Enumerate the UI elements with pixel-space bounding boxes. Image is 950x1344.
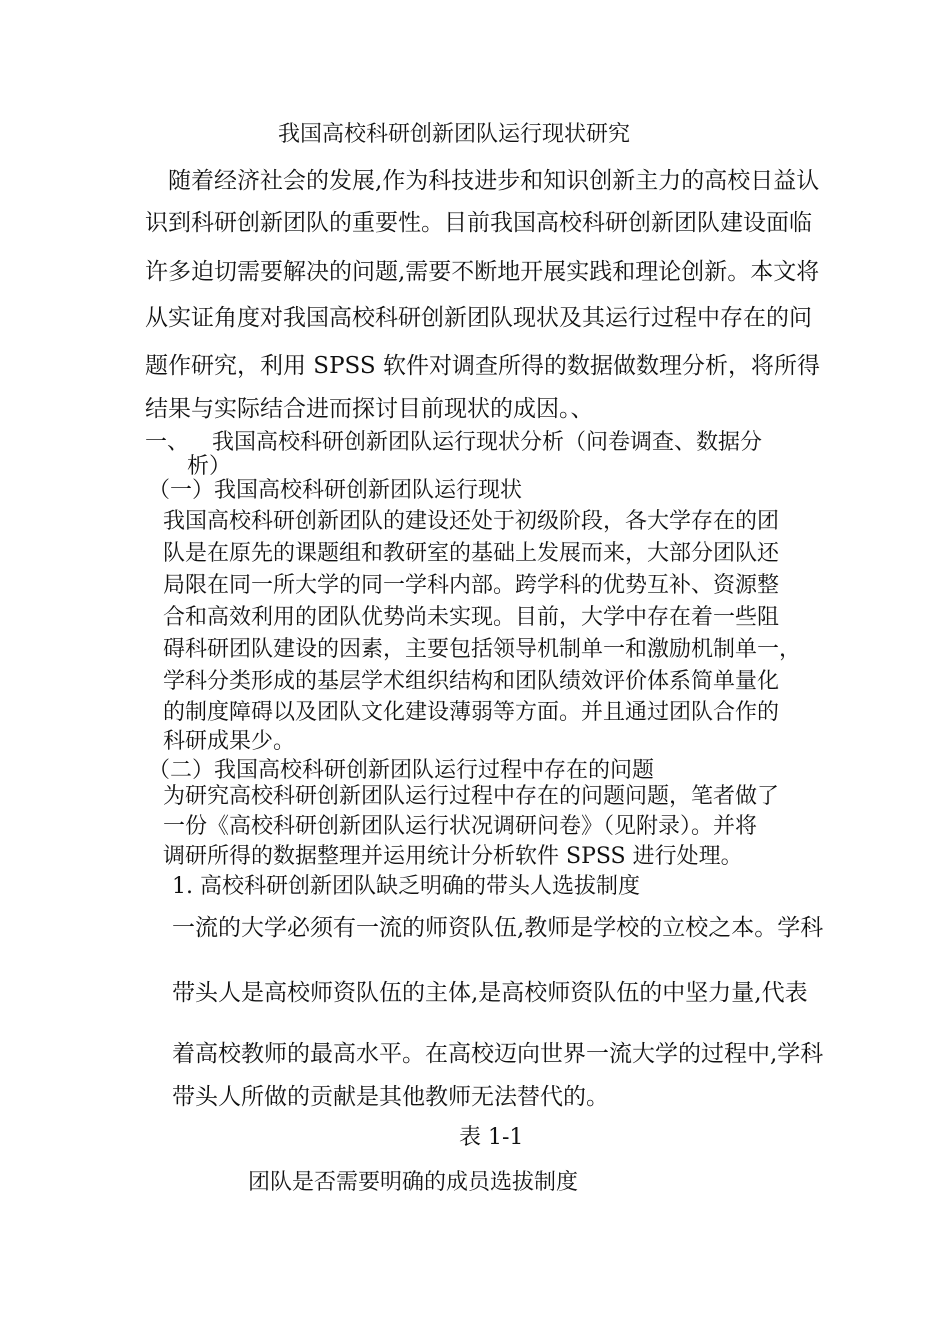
item-1-line-2: 带头人是高校师资队伍的主体,是高校师资队伍的中坚力量,代表 [172,980,808,1006]
item-1-line-3: 着高校教师的最高水平。在高校迈向世界一流大学的过程中,学科 [172,1041,824,1067]
subsection-1-line-2: 队是在原先的课题组和教研室的基础上发展而来，大部分团队还 [163,541,780,566]
item-1-heading: 1. 高校科研创新团队缺乏明确的带头人选拔制度 [172,874,640,899]
subsection-2-line-3: 调研所得的数据整理并运用统计分析软件 SPSS 进行处理。 [163,844,743,869]
table-caption: 团队是否需要明确的成员选拔制度 [248,1170,579,1195]
subsection-2-heading: （二）我国高校科研创新团队运行过程中存在的问题 [148,758,655,783]
subsection-1-line-3: 局限在同一所大学的同一学科内部。跨学科的优势互补、资源整 [163,573,780,598]
intro-line-4: 从实证角度对我国高校科研创新团队现状及其运行过程中存在的问 [145,305,812,331]
subsection-2-line-2: 一份《高校科研创新团队运行状况调研问卷》（见附录）。并将 [163,814,758,839]
subsection-1-line-4: 合和高效利用的团队优势尚未实现。目前，大学中存在着一些阻 [163,605,780,630]
intro-line-3: 许多迫切需要解决的问题,需要不断地开展实践和理论创新。本文将 [145,259,820,285]
subsection-1-heading: （一）我国高校科研创新团队运行现状 [148,478,523,503]
subsection-1-line-1: 我国高校科研创新团队的建设还处于初级阶段，各大学存在的团 [163,509,780,534]
section-1-heading: 我国高校科研创新团队运行现状分析（问卷调查、数据分 [212,430,763,455]
section-1-number: 一、 [145,430,190,455]
intro-line-2: 识到科研创新团队的重要性。目前我国高校科研创新团队建设面临 [145,210,812,236]
document-title: 我国高校科研创新团队运行现状研究 [278,122,631,147]
subsection-2-line-1: 为研究高校科研创新团队运行过程中存在的问题问题，笔者做了 [163,784,780,809]
section-1-heading-continued: 析） [187,454,232,479]
intro-line-5: 题作研究，利用 SPSS 软件对调查所得的数据做数理分析，将所得 [145,353,820,379]
item-1-line-1: 一流的大学必须有一流的师资队伍,教师是学校的立校之本。学科 [172,915,824,941]
subsection-1-line-8: 科研成果少。 [163,729,296,754]
item-1-line-4: 带头人所做的贡献是其他教师无法替代的。 [172,1084,609,1110]
intro-line-6: 结果与实际结合进而探讨目前现状的成因。、 [145,396,594,422]
table-label: 表 1-1 [459,1125,524,1150]
subsection-1-line-6: 学科分类形成的基层学术组织结构和团队绩效评价体系简单量化 [163,669,780,694]
subsection-1-line-5: 碍科研团队建设的因素，主要包括领导机制单一和激励机制单一， [163,637,802,662]
intro-line-1: 随着经济社会的发展,作为科技进步和知识创新主力的高校日益认 [168,168,820,194]
subsection-1-line-7: 的制度障碍以及团队文化建设薄弱等方面。并且通过团队合作的 [163,700,780,725]
